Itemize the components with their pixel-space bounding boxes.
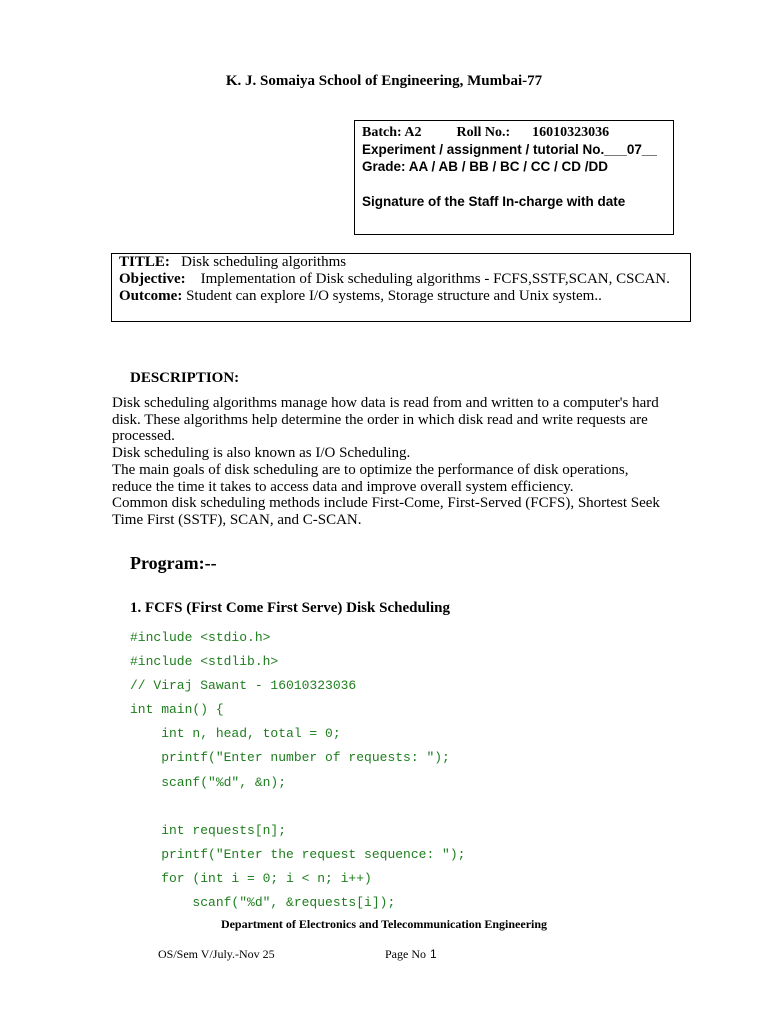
page-number-footer	[385, 947, 437, 962]
code-block	[130, 628, 465, 917]
signature-line: Signature of the Staff In-charge with date	[362, 194, 626, 209]
objective-label: Objective:	[119, 271, 186, 287]
outcome-value: Student can explore I/O systems, Storage structure and Unix system..	[186, 288, 602, 304]
roll-label: Roll No.:	[456, 125, 511, 140]
code-line	[130, 797, 465, 821]
objective-row	[119, 271, 683, 288]
title-box	[111, 253, 691, 322]
title-row	[119, 254, 683, 271]
objective-value: Implementation of Disk scheduling algorithms - FCFS,SSTF,SCAN, CSCAN.	[200, 271, 670, 287]
outcome-row	[119, 288, 683, 305]
description-paragraph: Common disk scheduling methods include First-Come, First-Served (FCFS), Shortest Seek Time First (SSTF), SCAN, and C-SCAN.	[112, 495, 660, 528]
code-line: printf("Enter number of requests: ");	[130, 750, 450, 766]
code-line: int main() {	[130, 702, 224, 718]
description-paragraph: Disk scheduling is also known as I/O Scheduling.	[112, 445, 411, 462]
description-paragraph: Disk scheduling algorithms manage how data is read from and written to a computer's hard disk. These algorithms help determine the order in which disk read and write requests are processed.	[112, 395, 659, 445]
code-line: scanf("%d", &requests[i]);	[130, 895, 396, 911]
code-line: printf("Enter the request sequence: ");	[130, 846, 466, 862]
description-heading: DESCRIPTION:	[130, 370, 240, 386]
description-paragraph: The main goals of disk scheduling are to optimize the performance of disk operations, reduce the time it takes to access data and improve overall system efficiency.	[112, 461, 629, 495]
code-line: for (int i = 0; i < n; i++)	[130, 870, 372, 886]
roll-value: 16010323036	[532, 125, 610, 140]
title-value: Disk scheduling algorithms	[181, 254, 347, 270]
grade-line: Grade: AA / AB / BB / BC / CC / CD /DD	[362, 159, 609, 174]
code-line: scanf("%d", &n);	[130, 774, 287, 790]
department-footer: Department of Electronics and Telecommunication Engineering	[220, 917, 548, 931]
outcome-label: Outcome:	[119, 288, 183, 304]
page-label: Page No	[385, 947, 426, 961]
batch-roll-line	[362, 124, 665, 141]
batch-label: Batch: A2	[362, 125, 422, 140]
fcfs-section-title: 1. FCFS (First Come First Serve) Disk Scheduling	[130, 600, 450, 616]
course-footer: OS/Sem V/July.-Nov 25	[158, 947, 275, 961]
code-line: // Viraj Sawant - 16010323036	[130, 678, 357, 694]
grade-box	[354, 120, 674, 235]
code-line: int requests[n];	[130, 822, 287, 838]
code-line: #include <stdlib.h>	[130, 654, 279, 670]
description-body	[112, 395, 660, 529]
experiment-line: Experiment / assignment / tutorial No.___07__	[362, 142, 657, 157]
school-name: K. J. Somaiya School of Engineering, Mumbai-77	[225, 73, 543, 89]
code-line: int n, head, total = 0;	[130, 726, 341, 742]
program-heading: Program:--	[130, 553, 217, 573]
page-number: 1	[430, 947, 437, 961]
code-line: #include <stdio.h>	[130, 630, 271, 645]
title-label: TITLE:	[119, 254, 170, 270]
